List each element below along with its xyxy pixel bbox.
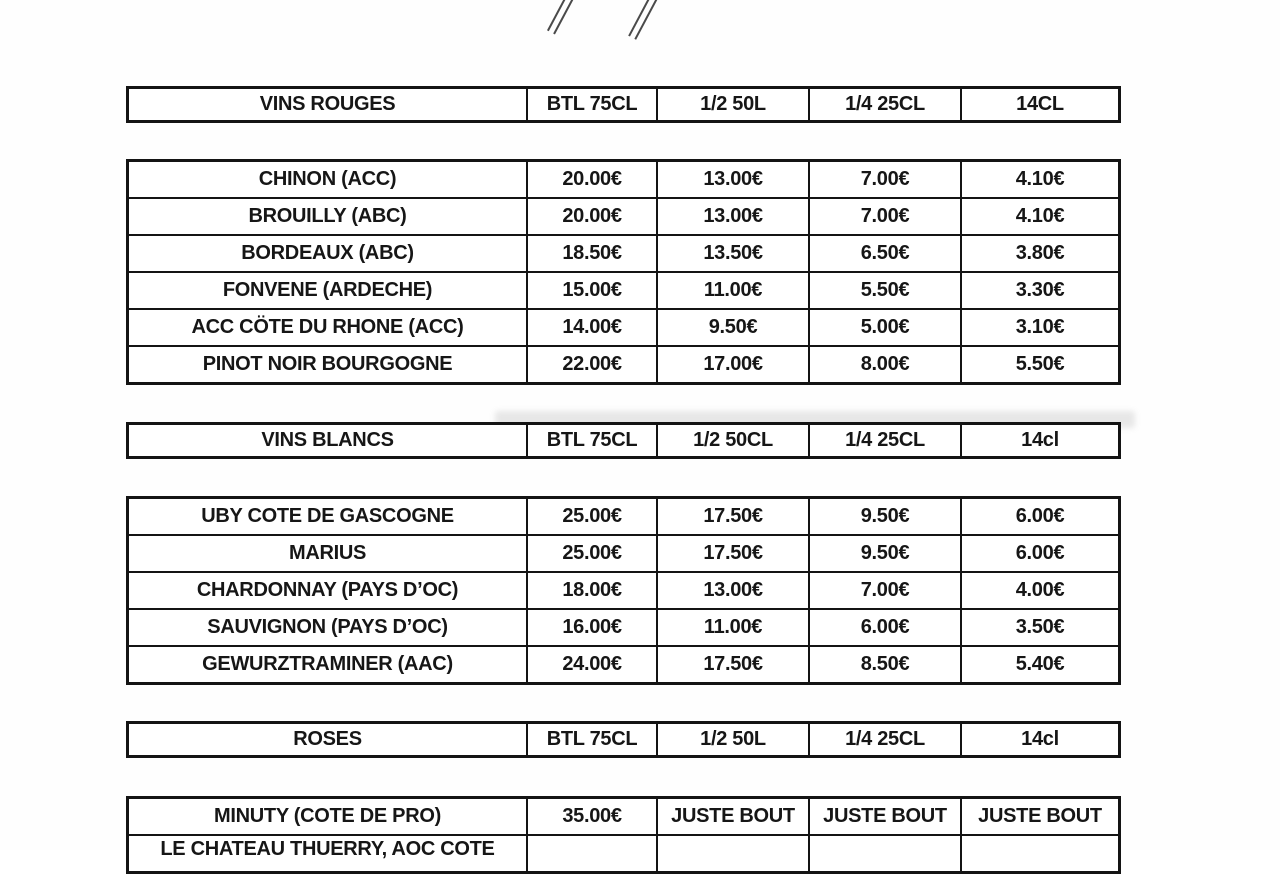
wine-name-cell: PINOT NOIR BOURGOGNE bbox=[202, 353, 453, 375]
wine-row bbox=[129, 345, 1118, 382]
price-cell: 25.00€ bbox=[526, 499, 656, 534]
column-header-cell: 1/4 25CL bbox=[808, 89, 960, 120]
wine-name-cell: FONVENE (ARDECHE) bbox=[222, 279, 433, 301]
price-cell: 6.00€ bbox=[960, 536, 1118, 571]
price-cell: 8.50€ bbox=[808, 647, 960, 682]
wine-row bbox=[129, 197, 1118, 234]
wine-row bbox=[129, 799, 1118, 834]
price-cell: 5.00€ bbox=[808, 310, 960, 345]
column-header-cell: 14cl bbox=[960, 425, 1118, 456]
price-cell bbox=[808, 836, 960, 871]
price-cell: 7.00€ bbox=[808, 199, 960, 234]
vins-rouges-price-table bbox=[126, 159, 1121, 385]
price-cell: 6.00€ bbox=[808, 610, 960, 645]
price-cell: 11.00€ bbox=[656, 610, 808, 645]
price-cell: 18.50€ bbox=[526, 236, 656, 271]
wine-name-cell: UBY COTE DE GASCOGNE bbox=[201, 505, 454, 527]
price-cell: 7.00€ bbox=[808, 573, 960, 608]
price-cell: JUSTE BOUT bbox=[808, 799, 960, 834]
price-cell: 16.00€ bbox=[526, 610, 656, 645]
wine-row bbox=[129, 534, 1118, 571]
price-cell: 8.00€ bbox=[808, 347, 960, 382]
price-cell: 6.50€ bbox=[808, 236, 960, 271]
price-cell: 5.50€ bbox=[808, 273, 960, 308]
section-header-row bbox=[129, 724, 1118, 755]
price-cell: 5.40€ bbox=[960, 647, 1118, 682]
column-header-cell: 1/2 50L bbox=[656, 724, 808, 755]
price-cell: 6.00€ bbox=[960, 499, 1118, 534]
price-cell: 20.00€ bbox=[526, 199, 656, 234]
wine-row bbox=[129, 499, 1118, 534]
wine-name-cell: CHINON (ACC) bbox=[258, 168, 397, 190]
price-cell: JUSTE BOUT bbox=[960, 799, 1118, 834]
column-header-cell: BTL 75CL bbox=[526, 724, 656, 755]
price-cell: 35.00€ bbox=[526, 799, 656, 834]
wine-row bbox=[129, 234, 1118, 271]
wine-name-cell: MARIUS bbox=[288, 542, 367, 564]
column-header-cell: BTL 75CL bbox=[526, 425, 656, 456]
section-header-row bbox=[129, 425, 1118, 456]
price-cell bbox=[656, 836, 808, 871]
price-cell: 4.10€ bbox=[960, 199, 1118, 234]
price-cell: 9.50€ bbox=[808, 499, 960, 534]
price-cell: 7.00€ bbox=[808, 162, 960, 197]
vins-blancs-price-table bbox=[126, 496, 1121, 685]
price-cell: 13.00€ bbox=[656, 573, 808, 608]
price-cell bbox=[960, 836, 1118, 871]
price-cell: 13.00€ bbox=[656, 199, 808, 234]
price-cell: 17.50€ bbox=[656, 536, 808, 571]
column-header-cell: 1/4 25CL bbox=[808, 724, 960, 755]
wine-name-cell: BORDEAUX (ABC) bbox=[241, 242, 414, 264]
price-cell: 5.50€ bbox=[960, 347, 1118, 382]
roses-price-table bbox=[126, 796, 1121, 874]
price-cell: JUSTE BOUT bbox=[656, 799, 808, 834]
wine-name-cell: GEWURZTRAMINER (AAC) bbox=[202, 653, 453, 675]
column-header-cell: 1/2 50CL bbox=[656, 425, 808, 456]
wine-row bbox=[129, 271, 1118, 308]
section-title-cell: VINS ROUGES bbox=[259, 93, 396, 115]
wine-row bbox=[129, 571, 1118, 608]
vins-rouges-header-table bbox=[126, 86, 1121, 123]
wine-name-cell: MINUTY (COTE DE PRO) bbox=[214, 805, 441, 827]
section-header-row bbox=[129, 89, 1118, 120]
column-header-cell: 14cl bbox=[960, 724, 1118, 755]
column-header-cell: BTL 75CL bbox=[526, 89, 656, 120]
price-cell: 14.00€ bbox=[526, 310, 656, 345]
price-cell: 25.00€ bbox=[526, 536, 656, 571]
price-cell bbox=[526, 836, 656, 871]
decor-slash-icon bbox=[545, 0, 579, 36]
wine-name-cell: ACC CÖTE DU RHONE (ACC) bbox=[191, 316, 464, 338]
price-cell: 11.00€ bbox=[656, 273, 808, 308]
roses-header-table bbox=[126, 721, 1121, 758]
price-cell: 3.30€ bbox=[960, 273, 1118, 308]
price-cell: 9.50€ bbox=[656, 310, 808, 345]
price-cell: 20.00€ bbox=[526, 162, 656, 197]
price-cell: 4.00€ bbox=[960, 573, 1118, 608]
price-cell: 17.50€ bbox=[656, 499, 808, 534]
price-cell: 15.00€ bbox=[526, 273, 656, 308]
section-title-cell: ROSES bbox=[293, 728, 362, 750]
price-cell: 24.00€ bbox=[526, 647, 656, 682]
price-cell: 4.10€ bbox=[960, 162, 1118, 197]
price-cell: 18.00€ bbox=[526, 573, 656, 608]
decor-slash-icon bbox=[626, 0, 663, 41]
wine-name-cell: LE CHATEAU THUERRY, AOC COTE bbox=[160, 838, 495, 860]
column-header-cell: 14CL bbox=[960, 89, 1118, 120]
price-cell: 13.50€ bbox=[656, 236, 808, 271]
price-cell: 3.50€ bbox=[960, 610, 1118, 645]
wine-row bbox=[129, 834, 1118, 871]
wine-row bbox=[129, 645, 1118, 682]
wine-name-cell: SAUVIGNON (PAYS D’OC) bbox=[207, 616, 448, 638]
wine-name-cell: CHARDONNAY (PAYS D’OC) bbox=[196, 579, 459, 601]
price-cell: 13.00€ bbox=[656, 162, 808, 197]
wine-row bbox=[129, 162, 1118, 197]
vins-blancs-header-table bbox=[126, 422, 1121, 459]
price-cell: 3.10€ bbox=[960, 310, 1118, 345]
column-header-cell: 1/4 25CL bbox=[808, 425, 960, 456]
price-cell: 17.50€ bbox=[656, 647, 808, 682]
price-cell: 9.50€ bbox=[808, 536, 960, 571]
price-cell: 3.80€ bbox=[960, 236, 1118, 271]
price-cell: 22.00€ bbox=[526, 347, 656, 382]
column-header-cell: 1/2 50L bbox=[656, 89, 808, 120]
price-cell: 17.00€ bbox=[656, 347, 808, 382]
wine-row bbox=[129, 308, 1118, 345]
wine-name-cell: BROUILLY (ABC) bbox=[248, 205, 407, 227]
wine-row bbox=[129, 608, 1118, 645]
section-title-cell: VINS BLANCS bbox=[261, 429, 394, 451]
